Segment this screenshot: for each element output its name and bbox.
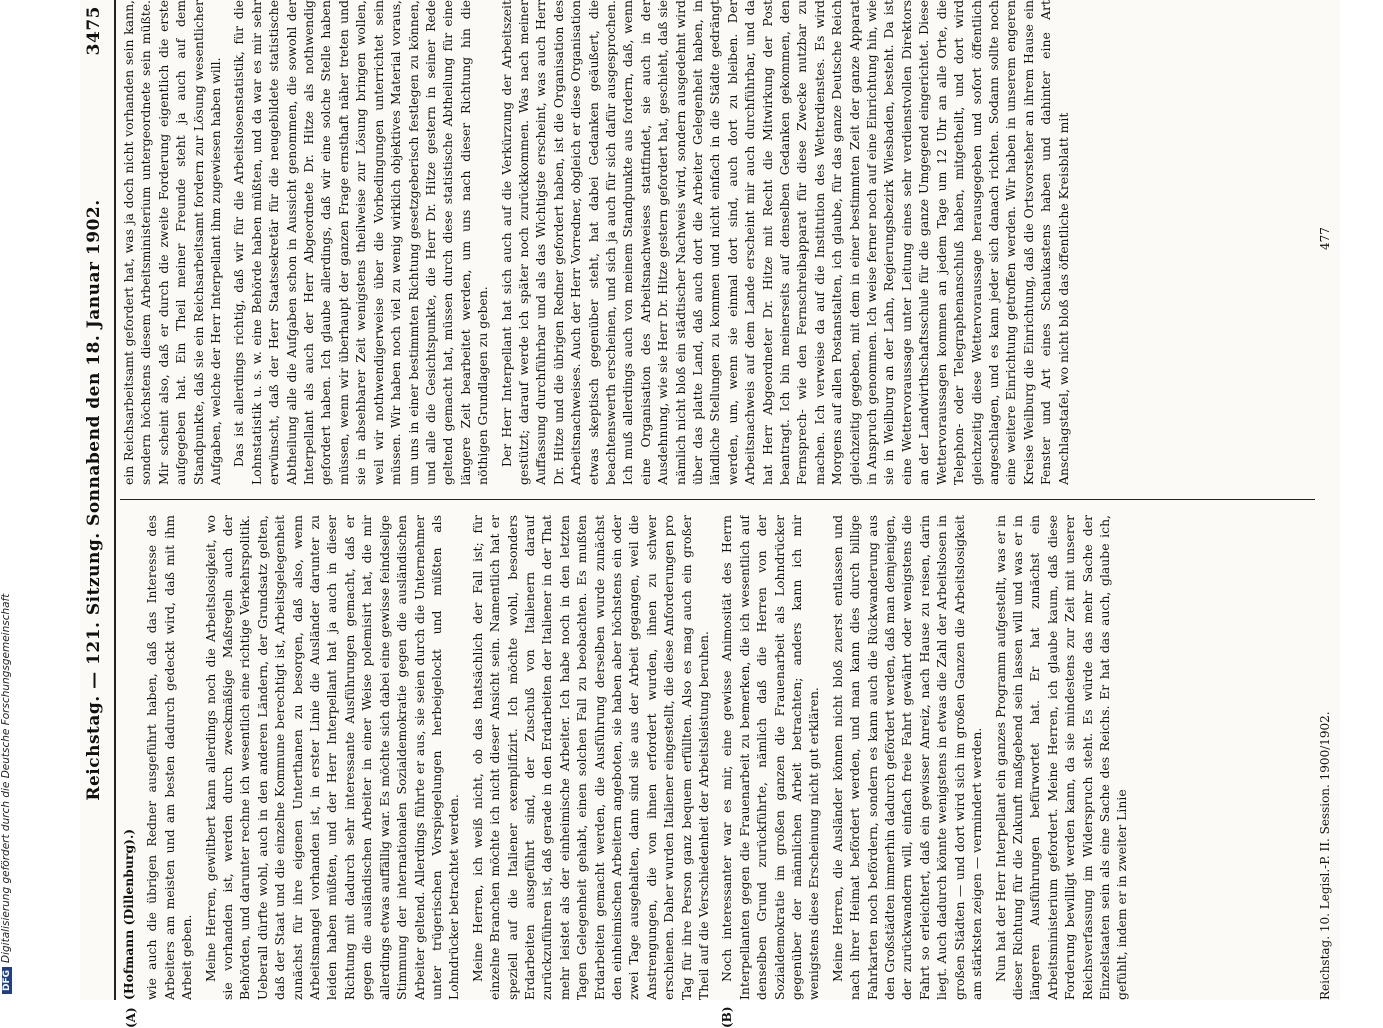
paragraph: Der Herr Interpellant hat sich auch auf die Verkürzung der Arbeitszeit gestützt; darauf werde ich später noch zurückkommen. Was nach meiner Auffassung durchführbar und als das Wichtigste erscheint, was auch Herr Dr. Hitze und die übrigen Redner gefordert haben, ist die Organisation des Arbeitsnachweises. Auch der Herr Vorredner, obgleich er diese Organisation etwas skeptisch gegenüber steht, hat dabei Gedanken geäußert, die beachtenswerth erscheinen, und sich ja auch für sich dafür ausgesprochen. Ich muß allerdings auch von meinem Standpunkte aus fordern, daß, wenn eine Organisation des Arbeitsnachweises stattfindet, sie auch in der Ausdehnung, wie sie Herr Dr. Hitze gestern gefordert hat, geschieht, daß sie nämlich nicht bloß ein städtischer Nachweis wird, sondern ausgedehnt wird über das platte Land, daß auch dort die Arbeiter Gelegenheit haben, in ländliche Stellungen zu kommen und nicht einfach in die Städte gedrängt werden, um, wenn sie einmal dort sind, auch dort zu bleiben. Der Arbeitsnachweis auf dem Lande erscheint mir auch durchführbar, und da hat Herr Abgeordneter Dr. Hitze mit Recht die Mitwirkung der Post beantragt. Ich bin meinerseits auf denselben Gedanken gekommen, den Fernsprech- wie den Fernschreibapparat für diese Zwecke nutzbar zu machen. Ich verweise da auf die Institution des Wetterdienstes. Es wird Morgens auf allen Postanstalten, ich glaube, für das ganze Deutsche Reich gleichzeitig gegeben, mit dem in einer bestimmten Zeit der ganze Apparat in Anspruch genommen. Ich weise ferner noch auf eine Einrichtung hin, wie sie in Weilburg an der Lahn, Regierungsbezirk Wiesbaden, besteht. Da ist eine Wettervoraussage unter Leitung eines sehr verdienstvollen Direktors an der Landwirthschaftsschule für die ganze Umgegend eingerichtet. Diese Wettervoraussagen kommen an jedem Tage um 12 Uhr an alle Orte, die Telephon- oder Telegraphenanschluß haben, mitgetheilt, und dort wird gleichzeitig diese Wettervoraussage herausgegeben und sofort öffentlich angeschlagen, und es kann jeder sich danach richten. Sodann sollte noch eine weitere Einrichtung getroffen werden. Wir haben in unserem engeren Kreise Weilburg die Einrichtung, daß die Ortsvorsteher an ihrem Hause ein Fenster und Art eines Schaukastens haben und dahinter eine Art Anschlagstafel, wo nicht bloß das öffentliche Kreisblatt mit bbox=[498, 0, 1072, 485]
header-rule bbox=[114, 0, 116, 1000]
footer-session-info: Reichstag. 10. Legisl.-P. II. Session. 1900/1902. bbox=[1318, 711, 1332, 1000]
right-column bbox=[120, 0, 1315, 485]
paragraph: Meine Herren, die Ausländer können nicht bloß zuerst entlassen und nach ihrer Heimat befördert werden, und man kann dies durch billige Fahrkarten noch befördern, sondern es kann auch die Rückwanderung aus den Großstädten immerhin dadurch gefördert werden, daß man demjenigen, der zurückwandern will, einfach freie Fahrt gewährt oder wenigstens die Fahrt so erleichtert, daß ein gewisser Anreiz, nach Hause zu reisen, darin liegt. Auch dadurch könnte wenigstens in etwas die Zahl der Arbeitslosen in großen Städten — und dort wird sich im großen Ganzen die Arbeitslosigkeit am stärksten zeigen — vermindert werden. bbox=[829, 515, 986, 1000]
paragraph: Meine Herren, gewiltbert kann allerdings noch die Arbeitslosigkeit, wo sie vorhanden ist, werden durch zweckmäßige Maßregeln auch der Behörden, und darunter rechne ich wesentlich eine richtige Verkehrspolitik. Ueberall dürfte wohl, auch in den anderen Ländern, der Grundsatz gelten, daß der Staat und die einzelne Kommune berechtigt ist, Arbeitsgelegenheit zunächst für ihre eigenen Unterthanen zu besorgen, daß also, wenn Arbeitsmangel vorhanden ist, in erster Linie die Ausländer darunter zu leiden haben müßten, und der Herr Interpellant hat ja auch in dieser Richtung mit dadurch sehr interessante Ausführungen gemacht, daß er gegen die ausländischen Arbeiter in einer Weise polemisirt hat, die mir allerdings etwas auffällig war. Es möchte sich dabei eine gewisse feindselige Stimmung der internationalen Sozialdemokratie gegen die ausländischen Arbeiter geltend. Allerdings führte er aus, sie seien durch die Unternehmer unter trügerischen Vorspiegelungen herbeigelockt und müßten als Lohndrücker betrachtet werden. bbox=[202, 515, 463, 1000]
page-title: Reichstag. — 121. Sitzung. Sonnabend den 18. Januar 1902. bbox=[84, 0, 104, 1000]
margin-mark-b: (B) bbox=[720, 1007, 734, 1028]
page-header bbox=[80, 0, 114, 1000]
margin-mark-a: (A) bbox=[124, 1007, 138, 1028]
speaker-name: (Hofmann (Dillenburg).) bbox=[121, 829, 136, 1000]
dfg-logo: DFG bbox=[2, 967, 12, 994]
paragraph: Nun hat der Herr Interpellant ein ganzes Programm aufgestellt, was er in dieser Richtung für die Zukunft maßgebend sein lassen will und was er in längeren Ausführungen befürwortet hat. Er hat zunächst ein Arbeitsministerium gefordert. Meine Herren, ich glaube kaum, daß diese Forderung bewilligt werden kann, da sie mindestens zur Zeit mit unserer Reichsverfassung im Widerspruch steht. Es würde das mehr Sache der Einzelstaaten sein als eine Sache des Reichs. Er hat das auch, glaube ich, gefühlt, indem er in zweiter Linie bbox=[992, 515, 1131, 1000]
paragraph: Das ist allerdings richtig, daß wir für die Arbeitslosenstatistik, für die Lohnstatistik u. s. w. eine Behörde haben müßten, und da war es mir sehr erwünscht, daß der Herr Staatssekretär für die neugebildete statistische Abtheilung alle die Aufgaben schon in Aussicht genommen, die sowohl der Interpellant als auch der Herr Abgeordnete Dr. Hitze als nothwendig gefordert haben. Ich glaube allerdings, daß wir eine solche Stelle haben müssen, wenn wir überhaupt der ganzen Frage ernsthaft näher treten und sie in absehbarer Zeit wenigstens theilweise zur Lösung bringen wollen, weil wir nothwendigerweise über die Vorbedingungen unterrichtet sein müssen. Wir haben noch viel zu wenig wirklich objektives Material voraus, um uns in einer bestimmten Richtung gesetzgeberisch festlegen zu können, und alle die Gesichtspunkte, die Herr Dr. Hitze gestern in seiner Rede geltend gemacht hat, müssen durch diese statistische Abtheilung für eine längere Zeit bearbeitet werden, um uns nach dieser Richtung hin die nöthigen Grundlagen zu geben. bbox=[230, 0, 491, 485]
paragraph: ein Reichsarbeitsamt gefordert hat, was ja doch nicht vorhanden sein kann, sondern höchstens diesem Arbeitsministerium untergeordnete sein müßte. Mir scheint also, daß er durch die zweite Forderung eigentlich die erste aufgegeben hat. Ein Theil meiner Freunde steht ja auch auf dem Standpunkte, daß sie ein Reichsarbeitsamt fordern zur Lösung wesentlicher Aufgaben, welche der Herr Interpellant ihm zugewiesen haben will. bbox=[120, 0, 224, 485]
credit-text: Digitalisierung gefördert durch die Deutsche Forschungsgemeinschaft bbox=[0, 594, 12, 963]
paragraph: Meine Herren, ich weiß nicht, ob das thatsächlich der Fall ist; für einzelne Branchen möchte ich nicht dieser Ansicht sein. Namentlich hat er speziell auf die Italiener exemplifizirt. Ich möchte wohl, besonders Erdarbeiten ausgeführt sind, der Zuschuß von Italienern darauf zurückzuführen ist, daß gerade in den Erdarbeiten der Italiener in der That mehr leistet als der einheimische Arbeiter. Ich habe noch in den letzten Tagen Gelegenheit gehabt, einen solchen Fall zu beobachten. Es mußten Erdarbeiten gemacht werden, die Ausführung derselben wurde zunächst den einheimischen Arbeitern angeboten, sie haben aber höchstens ein oder zwei Tage ausgehalten, dann sind sie aus der Arbeit gegangen, weil die Anstrengungen, die von ihnen erfordert wurden, ihnen zu schwer erschienen. Daher wurden Italiener eingestellt, die diese Anforderungen pro Tag für ihre Person ganz bequem erfüllten. Also es mag auch ein großer Theil auf die Verschiedenheit der Arbeitsleistung beruhen. bbox=[469, 515, 713, 1000]
page-number: 3475 bbox=[84, 6, 104, 55]
footer-sheet-number: 477 bbox=[1318, 227, 1332, 250]
paragraph: wie auch die übrigen Redner ausgeführt haben, daß das Interesse des Arbeiters am meisten und am besten dadurch gedeckt wird, daß mit ihm Arbeit geben. bbox=[143, 515, 195, 1000]
left-column bbox=[120, 515, 1315, 1000]
newspaper-page bbox=[80, 0, 1340, 1000]
paragraph: Noch interessanter war es mir, eine gewisse Animosität des Herrn Interpellanten gegen die Frauenarbeit zu bemerken, die ich wesentlich auf denselben Grund zurückführte, nämlich daß die Herren von der Sozialdemokratie im großen ganzen die Frauenarbeit als Lohndrücker gegenüber der männlichen Arbeit betrachten; anders kann ich mir wenigstens diese Erscheinung nicht gut erklären. bbox=[718, 515, 822, 1000]
column-divider bbox=[120, 499, 1315, 500]
digitization-credit bbox=[0, 0, 22, 1000]
